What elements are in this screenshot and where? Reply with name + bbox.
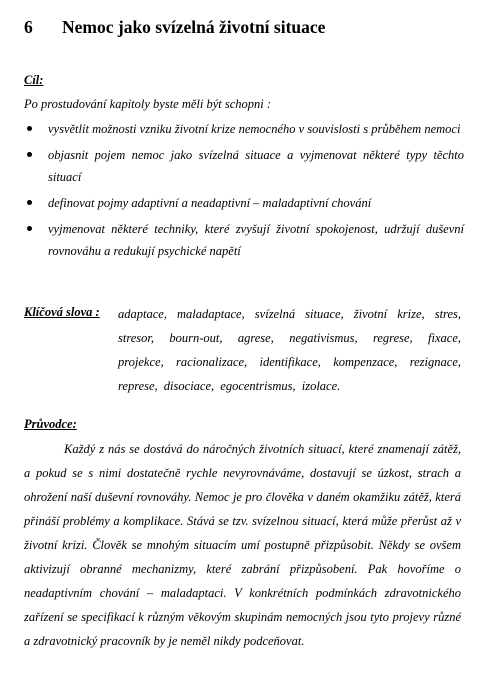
guide-text: Každý z nás se dostává do náročných životních situací, které znamenají zátěž, a pokud se s nimi dostatečně rychle nevyrovnáváme, dostavují se úzkost, strach a ohrožení naší duševní rovnováhy. Nemoc je pro člověka v daném okamžiku zátěž, která přináší problémy a komplikace. Stává se tzv. svízelnou situací, která může přerůst až v životní krizi. Člověk se mnohým situacím umí postupně přizpůsobit. Někdy se ovšem aktivizují obranné mechanizmy, které zabrání přizpůsobení. Pak hovoříme o neadaptivním chování – maladaptaci. V konkrétních podmínkách zdravotnického zařízení se specifikací k různým věkovým skupinám nemocných jsou tyto projevy různé a zdravotnický pracovník by je neměl nikdy podceňovat.: [24, 442, 461, 648]
chapter-number: 6: [24, 17, 33, 37]
keywords-text: adaptace, maladaptace, svízelná situace, životní krize, stres, stresor, bourn-out, agrese, negativismus, regrese, fixace, projekce, racionalizace, identifikace, kompenzace, rezignace, represe, disociace, egocentrismus, izolace.: [118, 307, 461, 393]
bullet-icon: [27, 152, 32, 157]
chapter-title: Nemoc jako svízelná životní situace: [62, 17, 326, 37]
keywords-label: Klíčová slova :: [24, 305, 100, 319]
goal-label: Cíl:: [24, 73, 44, 87]
chapter-heading: [24, 17, 325, 38]
goal-item: definovat pojmy adaptivní a neadaptivní – maladaptivní chování: [24, 192, 464, 214]
goal-item: vyjmenovat některé techniky, které zvyšují životní spokojenost, udržují duševní rovnováhu a redukují psychické napětí: [24, 218, 464, 262]
goal-list: [24, 118, 464, 266]
bullet-icon: [27, 126, 32, 131]
goal-intro: Po prostudování kapitoly byste měli být schopni :: [24, 97, 272, 111]
bullet-icon: [27, 226, 32, 231]
goal-item: objasnit pojem nemoc jako svízelná situace a vyjmenovat některé typy těchto situací: [24, 144, 464, 188]
goal-item: vysvětlit možnosti vzniku životní krize nemocného v souvislosti s průběhem nemoci: [24, 118, 464, 140]
bullet-icon: [27, 200, 32, 205]
guide-label: Průvodce:: [24, 417, 77, 431]
